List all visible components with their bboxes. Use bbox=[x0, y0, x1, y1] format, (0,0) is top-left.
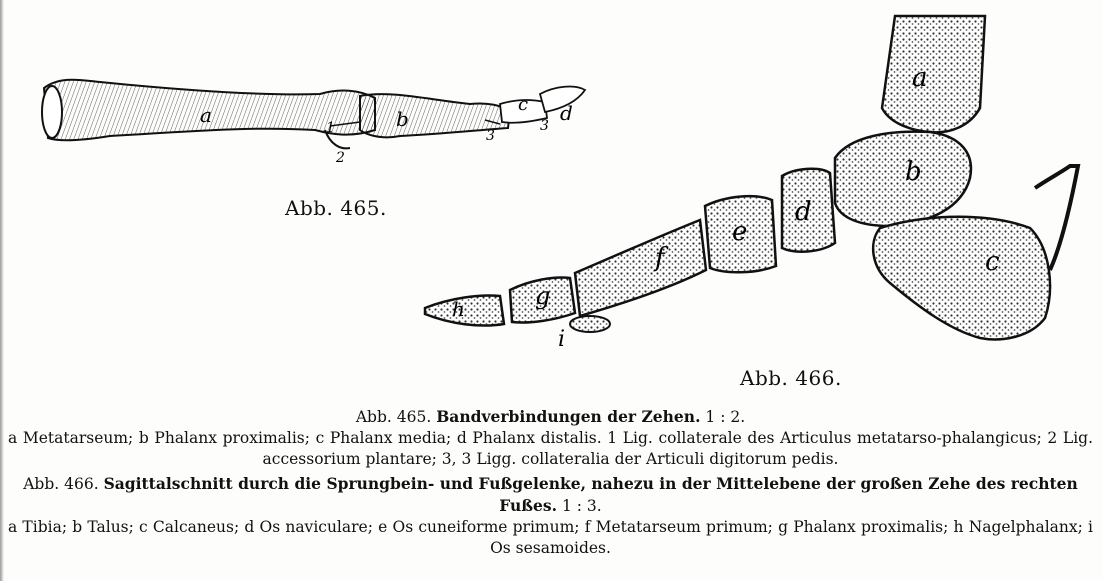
fig465-letter-d: d bbox=[560, 101, 573, 125]
metatarseum-primum-bone bbox=[575, 220, 706, 316]
fig465-letter-b: b bbox=[396, 107, 409, 131]
caption-466-title: Sagittalschnitt durch die Sprungbein- und Fußgelenke, nahezu in der Mittelebene der großen Zehe des rechten Fußes. bbox=[103, 474, 1078, 515]
fig466-letter-a: a bbox=[912, 63, 928, 93]
fig466-letter-c: c bbox=[985, 247, 1000, 277]
fig466-letter-e: e bbox=[732, 217, 748, 247]
fig465-number-2: 2 bbox=[336, 150, 345, 166]
caption-465-prefix: Abb. 465. bbox=[355, 408, 432, 426]
fig465-number-3a: 3 bbox=[486, 128, 495, 144]
caption-465-body: a Metatarseum; b Phalanx proximalis; c Phalanx media; d Phalanx distalis. 1 Lig. collaterale des Articulus metatarso-phalangicus; 2 Lig. accessorium plantare; 3, 3 Ligg. collateralia der Articuli digitorum pedis. bbox=[8, 429, 1093, 468]
fig466-letter-f: f bbox=[655, 243, 665, 273]
figure-465-label: Abb. 465. bbox=[285, 196, 387, 220]
caption-465-title-line bbox=[8, 406, 1093, 428]
figure-466-label: Abb. 466. bbox=[740, 366, 842, 390]
fig466-letter-i: i bbox=[558, 327, 566, 352]
scan-edge bbox=[0, 0, 4, 581]
caption-465 bbox=[8, 406, 1093, 470]
fig466-letter-b: b bbox=[905, 157, 922, 187]
captions bbox=[8, 406, 1093, 559]
fig465-letter-a: a bbox=[200, 103, 212, 127]
figure-466-illustration bbox=[410, 8, 1090, 368]
fig465-number-1: 1 bbox=[326, 120, 335, 136]
caption-466-title-line bbox=[8, 473, 1093, 517]
os-sesamoides-bone bbox=[570, 316, 610, 332]
tibia-bone bbox=[882, 16, 985, 132]
fig465-letter-c: c bbox=[518, 94, 529, 115]
caption-466-body: a Tibia; b Talus; c Calcaneus; d Os naviculare; e Os cuneiforme primum; f Metatarseum primum; g Phalanx proximalis; h Nagelphalanx; i Os sesamoides. bbox=[8, 518, 1093, 557]
talus-bone bbox=[835, 132, 971, 226]
fig466-letter-g: g bbox=[535, 282, 551, 310]
calcaneus-bone bbox=[873, 217, 1050, 340]
caption-465-title: Bandverbindungen der Zehen. bbox=[436, 407, 701, 426]
caption-466 bbox=[8, 473, 1093, 559]
fig466-letter-d: d bbox=[795, 197, 812, 227]
caption-465-scale: 1 : 2. bbox=[705, 408, 746, 426]
caption-466-prefix: Abb. 466. bbox=[23, 475, 99, 493]
fig466-letter-h: h bbox=[452, 297, 465, 321]
caption-466-scale: 1 : 3. bbox=[561, 497, 602, 515]
fig465-number-3b: 3 bbox=[540, 118, 549, 134]
